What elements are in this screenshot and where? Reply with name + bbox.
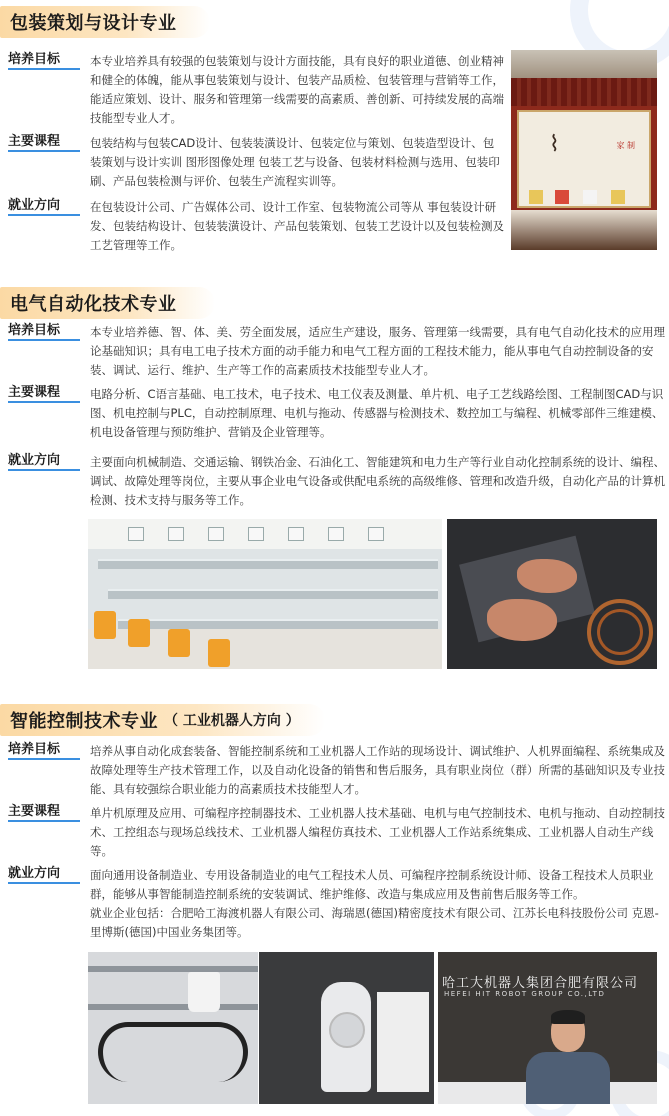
section-title-bar: [0, 704, 325, 736]
row-career: [0, 453, 665, 510]
section-electrical-automation: [0, 287, 669, 507]
row-text: 本专业培养具有较强的包装策划与设计方面技能，具有良好的职业道德、创业精神和健全的体魄，能从事包装策划与设计、包装产品质检、包装管理与营销等工作，能适应策划、设计、服务和管理第一线需要的高素质、善创新、可持续发展的高端技能型专业人才。: [90, 54, 504, 125]
calligraphy-mark: ⌇: [549, 132, 560, 157]
row-label: 就业方向: [8, 453, 80, 471]
row-text: [90, 866, 665, 942]
photo-robot-workstation: [88, 952, 258, 1104]
row-label: 主要课程: [8, 134, 80, 152]
row-text: 培养从事自动化成套装备、智能控制系统和工业机器人工作站的现场设计、调试维护、人机界面编程、系统集成及故障处理等生产技术管理工作，以及自动化设备的销售和售后服务，具有职业岗位（群）所需的基础知识及专业技能、具有较强综合职业能力的高素质技术技能型人才。: [90, 744, 665, 796]
row-career: [0, 198, 505, 255]
row-text: 在包装设计公司、广告媒体公司、设计工作室、包装物流公司等从 事包装设计研发、包装结构设计、包装装潢设计、产品包装策划、包装工艺设计以及包装检测及工艺管理等工作。: [90, 200, 504, 252]
row-training-goal: [0, 52, 505, 128]
row-career: [0, 866, 665, 942]
row-main-courses: [0, 134, 505, 191]
photo-exhibition-booth: [511, 50, 657, 250]
row-training-goal: [0, 742, 665, 799]
section-title-bar: [0, 6, 210, 38]
section-intelligent-control: [0, 704, 669, 939]
employer-list: 就业企业包括：合肥哈工海渡机器人有限公司、海瑞恩(德国)精密度技术有限公司、江苏长电科技股份公司 克恩- 里博斯(德国)中国业务集团等。: [90, 906, 659, 939]
row-main-courses: [0, 385, 665, 442]
photo-industrial-robot-arm: [259, 952, 434, 1104]
company-sign: 哈工大机器人集团合肥有限公司: [442, 976, 639, 991]
row-text: 包装结构与包装CAD设计、包装装潢设计、包装定位与策划、包装造型设计、包装策划与设计实训 图形图像处理 包装工艺与设备、包装材料检测与选用、包装印刷、产品包装检测与评价、包装生产流程实训等。: [90, 136, 500, 188]
cup-object: [188, 972, 220, 1012]
row-label: 主要课程: [8, 804, 80, 822]
booth-label: 家 制: [616, 141, 635, 150]
career-text: 面向通用设备制造业、专用设备制造业的电气工程技术人员、可编程序控制系统设计师、设备工程技术人员职业群，能够从事智能制造控制系统的安装调试、维护维修、改造与集成应用及售前售后服务等工作。: [90, 868, 654, 901]
photo-company-visit: [438, 952, 657, 1104]
section-title: 智能控制技术专业: [10, 711, 158, 732]
row-text: 电路分析、C语言基础、电工技术，电子技术、电工仪表及测量、单片机、电子工艺线路绘图、工程制图CAD与识图、机电控制与PLC，自动控制原理、电机与拖动、传感器与检测技术、数控加工与编程、机械零部件三维建模、机电设备管理与预防维护、营销及企业管理等。: [90, 387, 664, 439]
row-label: 培养目标: [8, 323, 80, 341]
row-text: 主要面向机械制造、交通运输、钢铁冶金、石油化工、智能建筑和电力生产等行业自动化控制系统的设计、编程、调试、故障处理等岗位，主要从事企业电气设备或供配电系统的高级维修、管理和改造升级，自动化产品的计算机检测、技术支持与服务等工作。: [90, 455, 665, 507]
photo-wiring-hands: [447, 519, 657, 669]
row-label: 就业方向: [8, 866, 80, 884]
row-label: 就业方向: [8, 198, 80, 216]
row-training-goal: [0, 323, 665, 380]
row-text: 本专业培养德、智、体、美、劳全面发展，适应生产建设，服务、管理第一线需要，具有电气自动化技术的应用理论基础知识；具有电工电子技术方面的动手能力和电气工程方面的工程技术能力，能从事电气自动控制设备的安装、调试、运行、维护、生产等工作的高素质技术技能型专业人才。: [90, 325, 665, 377]
row-label: 培养目标: [8, 742, 80, 760]
row-label: 培养目标: [8, 52, 80, 70]
row-text: 单片机原理及应用、可编程序控制器技术、工业机器人技术基础、电机与电气控制技术、电机与拖动、自动控制技术、工控组态与现场总线技术、工业机器人编程仿真技术、工业机器人工作站系统集成、工业机器人自动生产线等。: [90, 806, 665, 858]
section-title: 包装策划与设计专业: [10, 13, 177, 34]
company-sign-en: HEFEI HIT ROBOT GROUP CO.,LTD: [444, 990, 606, 998]
person: [526, 1052, 610, 1104]
section-title-bar: [0, 287, 215, 319]
section-title: 电气自动化技术专业: [10, 294, 177, 315]
row-label: 主要课程: [8, 385, 80, 403]
row-main-courses: [0, 804, 665, 861]
photo-electrical-lab: [88, 519, 442, 669]
section-subtitle: （ 工业机器人方向 ）: [164, 713, 300, 729]
